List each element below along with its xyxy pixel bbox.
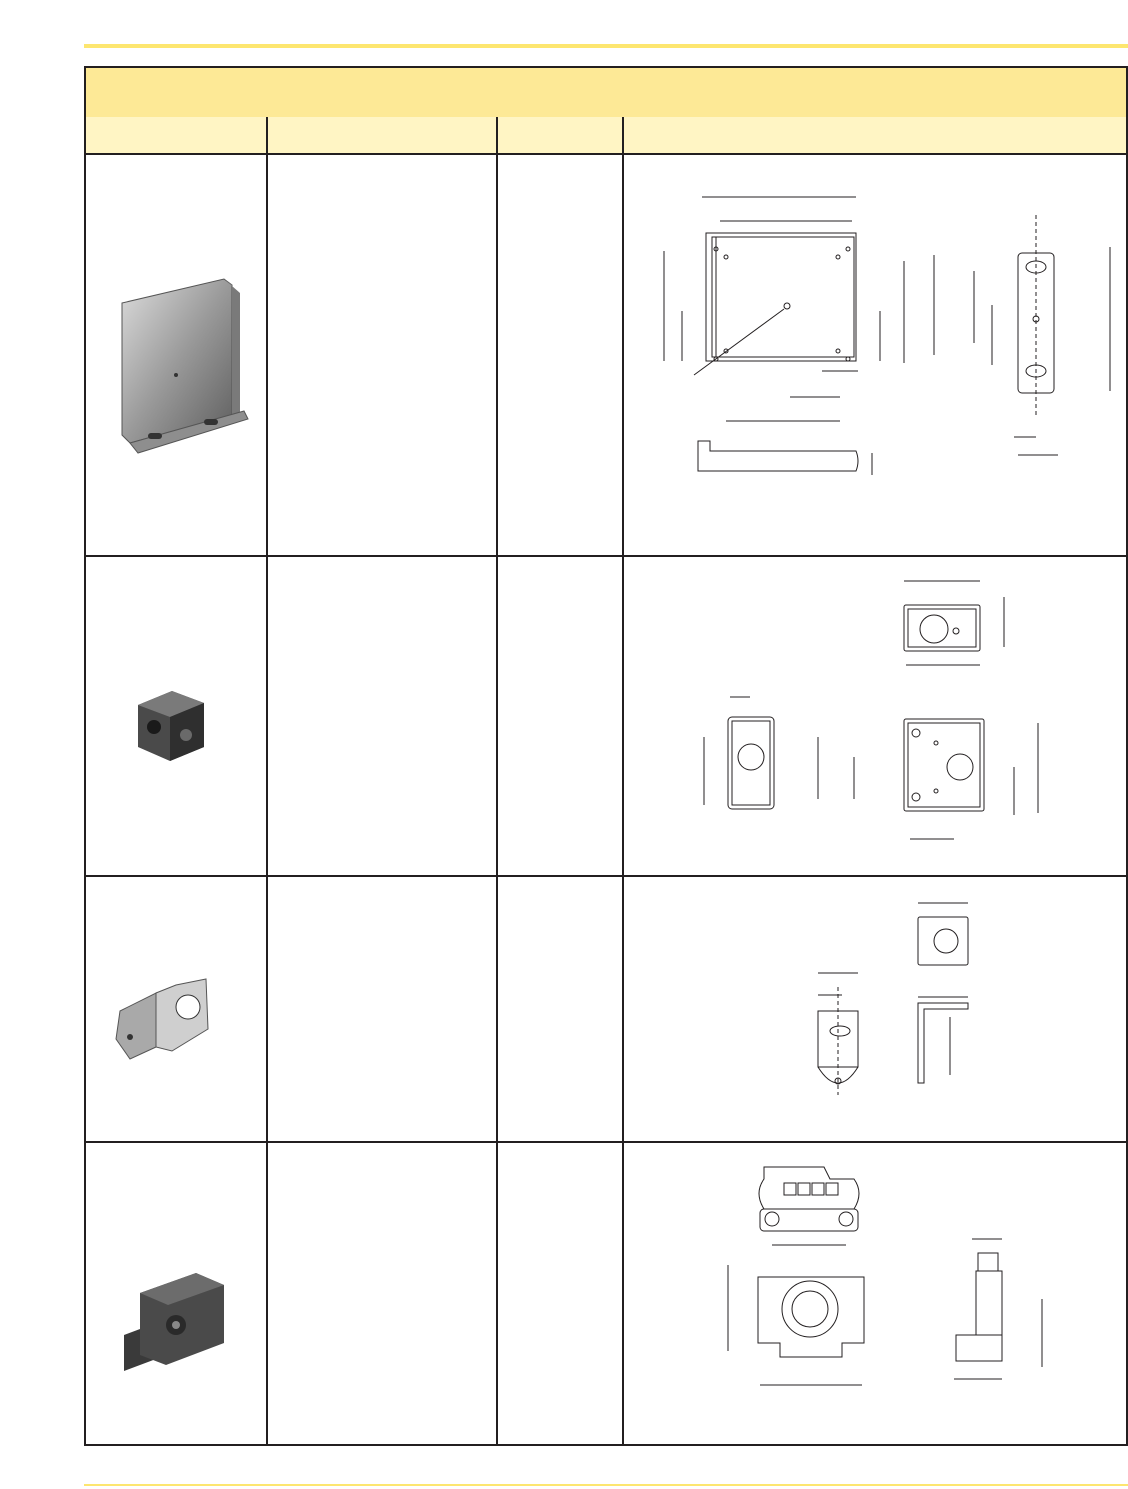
model-cell — [270, 1143, 494, 1446]
bottom-rule — [84, 1484, 1128, 1486]
right-angle-bracket-photo — [112, 971, 212, 1067]
column-header-photo — [86, 117, 266, 153]
description-cell — [500, 155, 620, 555]
split-clamp-mount-photo — [116, 1263, 231, 1378]
accessory-table — [84, 66, 1128, 1446]
split-clamp-drawing — [634, 1153, 1124, 1443]
description-cell — [500, 557, 620, 875]
right-angle-bracket-drawing — [634, 887, 1124, 1137]
table-row — [86, 155, 1126, 555]
wall-bracket-drawing — [634, 175, 1124, 545]
mounting-block-photo — [132, 685, 212, 765]
model-cell — [270, 877, 494, 1141]
model-cell — [270, 155, 494, 555]
top-rule — [84, 44, 1128, 48]
column-header-model — [268, 117, 496, 153]
model-cell — [270, 557, 494, 875]
column-header-description — [498, 117, 622, 153]
description-cell — [500, 1143, 620, 1446]
wall-mount-bracket-photo — [114, 275, 249, 455]
table-row — [86, 557, 1126, 875]
table-header-row — [86, 117, 1126, 155]
column-header-dimensions — [624, 117, 1126, 153]
table-row — [86, 877, 1126, 1141]
table-title-band — [86, 68, 1126, 119]
description-cell — [500, 877, 620, 1141]
mounting-block-drawing — [634, 567, 1124, 867]
table-row — [86, 1143, 1126, 1446]
